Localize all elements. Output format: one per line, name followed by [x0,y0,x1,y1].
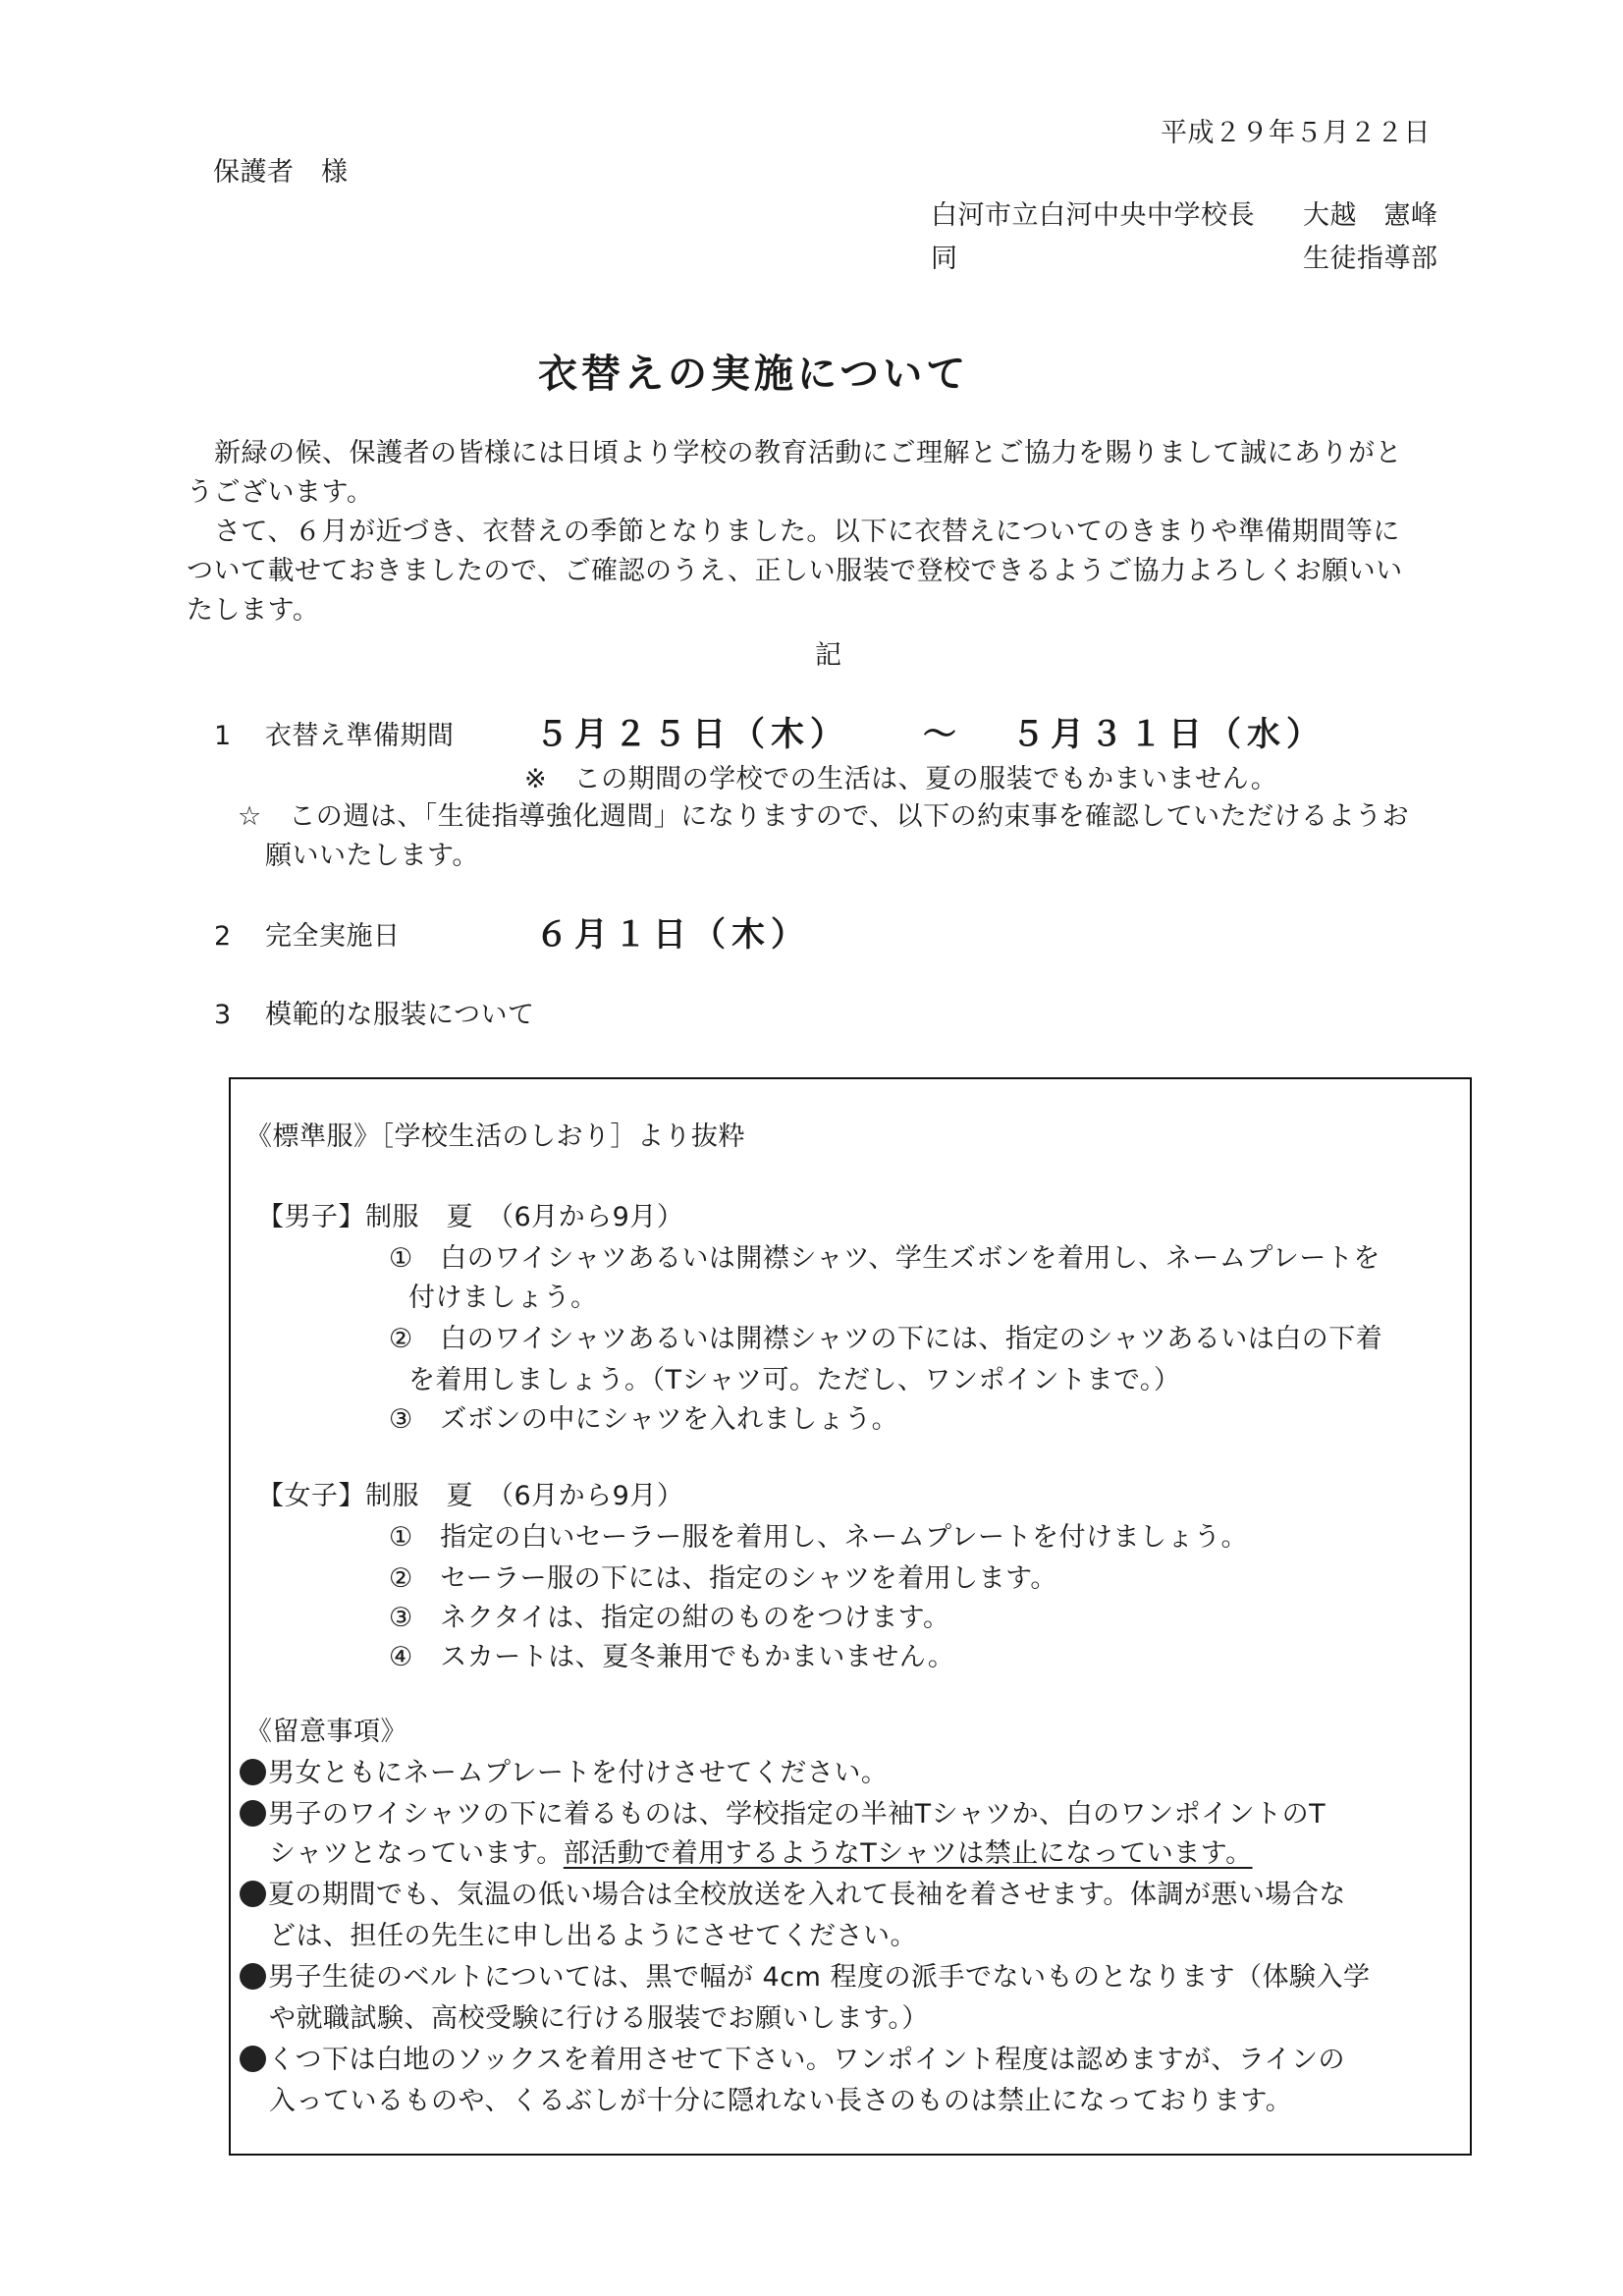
intro-line: ついて載せておきましたので、ご確認のうえ、正しい服装で登校できるようご協力よろしくお願いい [187,556,1403,586]
sender-dept-prefix: 同 [931,244,958,274]
note-item [240,1878,1346,1913]
note-continuation: どは、担任の先生に申し出るようにさせてください。 [269,1921,917,1951]
boys-rule: 付けましょう。 [408,1283,598,1313]
bullet-icon [240,1800,266,1827]
ki-marker: 記 [815,640,842,671]
item-1-start-date: ５月２５日（木） [535,715,849,754]
boys-rule: ① 白のワイシャツあるいは開襟シャツ、学生ズボンを着用し、ネームプレートを [389,1243,1380,1274]
boys-heading: 【男子】制服 夏 （6月から9月） [257,1202,684,1232]
note-text: 男子のワイシャツの下に着るものは、学校指定の半袖Tシャツか、白のワンポイントのT [268,1799,1326,1830]
intro-line: 新緑の候、保護者の皆様には日頃より学校の教育活動にご理解とご協力を賜りまして誠にありがと [214,438,1402,468]
item-2-number: 2 [214,921,232,952]
document-date: 平成２９年５月２２日 [1161,118,1431,148]
item-1-star-line: 願いいたします。 [265,841,479,871]
note-continuation [269,1836,1253,1872]
item-1-note: ※ この期間の学校での生活は、夏の服装でもかまいません。 [524,764,1278,794]
item-1-label: 衣替え準備期間 [265,721,455,751]
sender-name: 大越 憲峰 [1303,200,1438,231]
item-1-tilde: ～ [923,715,962,754]
bullet-icon [240,2046,266,2072]
notes-heading: 《留意事項》 [245,1717,407,1747]
sender-department: 生徒指導部 [1303,244,1438,274]
boys-rule: ② 白のワイシャツあるいは開襟シャツの下には、指定のシャツあるいは白の下着 [389,1324,1383,1354]
note-text: くつ下は白地のソックスを着用させて下さい。ワンポイント程度は認めますが、ラインの [268,2045,1346,2075]
intro-line: たします。 [187,595,320,626]
girls-rule: ④ スカートは、夏冬兼用でもかまいません。 [389,1642,955,1672]
girls-rule: ① 指定の白いセーラー服を着用し、ネームプレートを付けましょう。 [389,1522,1249,1553]
note-text: 男子生徒のベルトについては、黒で幅が 4cm 程度の派手でないものとなります（体験入学 [268,1962,1371,1993]
recipient: 保護者 様 [213,157,349,188]
item-2-date: ６月１日（木） [535,915,810,955]
girls-rule: ② セーラー服の下には、指定のシャツを着用します。 [389,1563,1057,1594]
sender-organization: 白河市立白河中央中学校長 [931,200,1255,231]
note-underlined-text: 部活動で着用するようなTシャツは禁止になっています。 [563,1838,1253,1869]
note-continuation: 入っているものや、くるぶしが十分に隠れない長さのものは禁止になっております。 [269,2086,1293,2116]
document-title: 衣替えの実施について [538,352,970,397]
boys-rule: を着用しましょう。（Tシャツ可。ただし、ワンポイントまで。） [408,1365,1181,1395]
note-continuation: や就職試験、高校受験に行ける服装でお願いします。） [269,2003,929,2034]
item-1-end-date: ５月３１日（水） [1011,715,1325,754]
item-3-label: 模範的な服装について [265,1000,535,1030]
note-text: 夏の期間でも、気温の低い場合は全校放送を入れて長袖を着させます。体調が悪い場合な [268,1880,1346,1910]
note-text: 男女ともにネームプレートを付けさせてください。 [268,1758,889,1788]
item-1-number: 1 [214,721,232,751]
item-3-number: 3 [214,1000,232,1030]
girls-rule: ③ ネクタイは、指定の紺のものをつけます。 [389,1603,950,1633]
bullet-icon [240,1759,266,1785]
note-item [240,1797,1325,1832]
item-1-star-line: ☆ この週は、「生徒指導強化週間」になりますので、以下の約束事を確認していただけるようお [238,801,1410,832]
note-text: シャツとなっています。 [269,1838,564,1869]
intro-line: うございます。 [187,477,374,508]
note-item [240,1756,888,1791]
box-source-heading: 《標準服》［学校生活のしおり］より抜粋 [245,1121,745,1152]
bullet-icon [240,1963,266,1990]
girls-heading: 【女子】制服 夏 （6月から9月） [257,1481,684,1511]
bullet-icon [240,1881,266,1907]
boys-rule: ③ ズボンの中にシャツを入れましょう。 [389,1404,899,1435]
item-2-label: 完全実施日 [265,921,401,952]
intro-line: さて、６月が近づき、衣替えの季節となりました。以下に衣替えについてのきまりや準備期間等に [214,517,1400,547]
note-item [240,2043,1345,2078]
note-item [240,1960,1370,1995]
